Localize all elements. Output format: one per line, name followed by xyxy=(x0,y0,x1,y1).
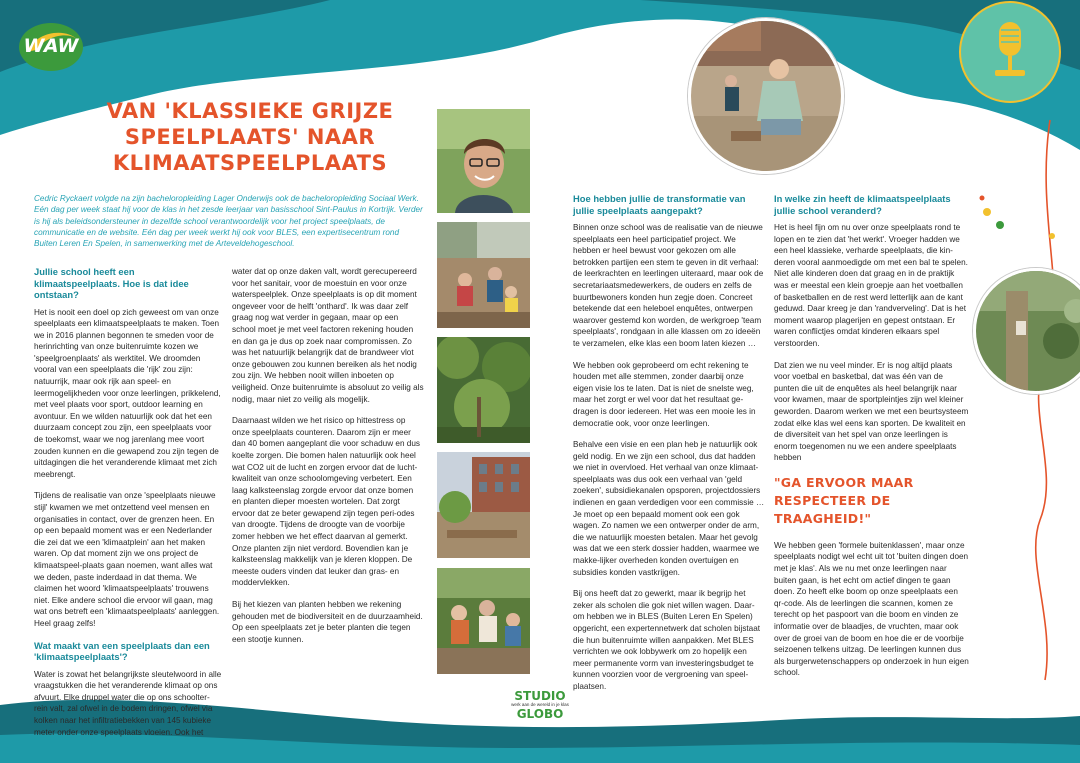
waw-logo xyxy=(18,22,84,72)
pull-quote: "GA ERVOOR MAAR RESPECTEER DE TRAAGHEID!" xyxy=(774,474,914,526)
photo-building-garden xyxy=(437,452,530,558)
article-title: VAN 'KLASSIEKE GRIJZE SPEELPLAATS' NAAR KLIMAATSPEELPLAATS xyxy=(106,99,394,175)
paragraph: Daarnaast wilden we het risico op hittestress op onze speelplaats counteren. Daarom zijn er meer dan 40 bomen aangeplant die voor schaduw en dus koelte zorgen. Die bomen halen natuurlijk ook heel wat CO2 uit de lucht en zorgen ervoor dat de lucht-kwaliteit van onze schoolomgeving verbetert. Een laag kalksteenslag zorgde ervoor dat onze bomen en planten dieper moesten wortelen. Dat zorgt ervoor dat ze beter gewapend zijn tegen peri-odes van droogte. Tijdens de droogte van de voorbije zomer hebben we het effect daarvan al gemerkt. Onze planten zijn niet verdord. Bovendien kan je kalksteenslag makkelijk van je kleren kloppen. De meeste ouders vinden dat leuker dan gras- en moddervlekken. xyxy=(232,416,420,588)
question-2: Wat maakt van een speelplaats dan een 'klimaatspeelplaats'? xyxy=(34,639,210,663)
paragraph: Bij het kiezen van planten hebben we rekening gehouden met de biodiversiteit en de duurzaamheid. Op een speelplaats zet je beter planten die tegen een stootje kunnen. xyxy=(232,600,423,644)
studio-globo-tagline: werk aan de wereld in je klas xyxy=(511,702,569,707)
question-4: In welke zin heeft de klimaatspeelplaats jullie school veranderd? xyxy=(774,193,951,216)
question-1: Jullie school heeft een klimaatspeelplaats. Hoe is dat idee ontstaan? xyxy=(34,266,189,300)
waw-logo-text: WAW xyxy=(23,35,79,57)
paragraph: Water is zowat het belangrijkste sleutelwoord in alle vraagstukken die het veranderende klimaat op ons afvuurt. Elke druppel water die op ons schoolter-rein valt, zal ofwel in de bodem dringen, ofwel via kolken naar het infiltratiebekken van 145 kubieke meter onder onze speelplaats vloeien. Ook het xyxy=(34,669,222,737)
studio-globo-logo xyxy=(478,690,602,740)
studio-globo-logo-bottom: GLOBO xyxy=(516,707,564,721)
paragraph: Het is heel fijn om nu over onze speelplaats rond te lopen en te zien dat 'het werkt'. Vroeger hadden we een heel klassieke, verharde speelplaats, die kin-deren vooral aanmoedigde om met een bal te spelen. Niet alle kinderen doen dat graag en in de praktijk was er meestal een klein groepje aan het voetballen of basketballen en de rest werd letterlijk aan de kant geduwd. Daar kreeg je dan 'randverveling'. Dat is het moment waarop plagerijen en gepest ontstaan. Er waren conflictjes omdat kinderen elkaars spel verstoorden. xyxy=(774,223,968,348)
dot-orange xyxy=(980,196,985,201)
photo-child-building-circle xyxy=(688,18,844,174)
paragraph: Tijdens de realisatie van onze 'speelplaats nieuwe stijl' kwamen we met ontzettend veel mensen en organisaties in contact, over de grenzen heen. En op een bepaald moment was er een Nederlander die zei dat we een 'klimaatplein' aan het maken waren. Op dat moment zijn we ons project de klimaatspeel-plaats gaan noemen, want alles wat we deden, paste inderdaad in dat thema. We claimen het woord 'klimaatspeelplaats' trouwens niet. Elke andere school die ervoor wil gaan, mag wat ons betreft een 'klimaatspeelplaats' aanleggen. Heel graag zelfs! xyxy=(34,491,220,628)
column-1 xyxy=(34,266,222,748)
photo-portrait-cedric xyxy=(437,109,530,213)
column-2 xyxy=(232,266,424,655)
paragraph: Binnen onze school was de realisatie van de nieuwe speelplaats een heel participatief project. We hebben er heel bewust voor gekozen om alle betrokken partijen een stem te geven in dit verhaal: de leerkrachten en leerlingen uiteraard, maar ook de secretariaatsmedewerkers, de ouders en zelfs de buurtbewoners konden hun zegje doen. Concreet betekende dat een heleboel enquêtes, ontwerpen waarover gestemd kon worden, de werkgroep 'team speelplaats', rondgaan in alle klassen om zo ideeën te verzamelen, elke klas een boom laten kiezen … xyxy=(573,223,764,348)
paragraph: water dat op onze daken valt, wordt gerecupereerd voor het sanitair, voor de moestuin en voor onze waterspeelplek. Onze speelplaats is op dit moment ongeveer voor de helft 'onthard'. Ik was daar zelf graag nog wat verder in gegaan, maar op een school moet je met veel factoren rekening houden en dan ga je dus op zoek naar compromissen. Zo was het natuurlijk belangrijk dat de brandweer vlot onze gebouwen zou kunnen bereiken als het nodig zou zijn. We hebben nooit willen inboeten op veiligheid. Onze buitenruimte is absoluut zo veilig als nodig, maar niet zo veilig als mogelijk. xyxy=(232,267,424,404)
paragraph: We hebben geen 'formele buitenklassen', maar onze speelplaats nodigt wel echt uit tot 'buiten dingen doen met je klas'. Als we nu met onze leerlingen naar buiten gaan, is het echt om actief dingen te gaan doen. Zo heeft elke boom op onze speelplaats een qr-code. Als de leerlingen die scannen, komen ze terecht op het paspoort van die boom en vinden ze informatie over de blaadjes, de vruchten, maar ook over de groei van de boom en hoe die er de voorbije seizoenen telkens uitzag. De leerlingen kunnen dus als burgerwetenschappers op onderzoek in hun eigen school. xyxy=(774,540,969,678)
photo-children-planting xyxy=(437,222,530,328)
paragraph: We hebben ook geprobeerd om echt rekening te houden met alle stemmen, zonder daarbij onze eigen visie los te laten. Dat is niet de snelste weg, maar het zorgt er wel voor dat het resultaat ge-dragen is door iedereen. Het was een mooie les in democratie ook, voor onze leerlingen. xyxy=(573,360,756,428)
decorative-orange-line xyxy=(1036,120,1055,680)
paragraph: Bij ons heeft dat zo gewerkt, maar ik begrijp het zeker als scholen die gok niet willen wagen. Daar-om hebben we in BLES (Buiten Leren En Spelen) opgericht, een expertennetwerk dat scholen bijstaat die hun buitenruimte willen aanpakken. Met BLES verrichten we ook lobbywerk om zo hopelijk een meer permanente vorm van investeringsbudget te kunnen voorzien voor de vergroening van speel-plaatsen. xyxy=(573,589,761,691)
column-4 xyxy=(774,193,970,689)
dot-yellow-2 xyxy=(1049,233,1055,239)
paragraph: Dat zien we nu veel minder. Er is nog altijd plaats voor voetbal en basketbal, dat was één van de punten die uit de enquêtes als heel belangrijk naar voor kwamen, maar de sportpleintjes zijn wel kleiner geworden. Daarom werken we met een beurtsysteem zodat elke klas wel eens kan sporten. De kwaliteit en de diversiteit van het spel van onze leerlingen is enorm toegenomen nu we een andere speelplaats hebben xyxy=(774,360,969,463)
paragraph: Behalve een visie en een plan heb je natuurlijk ook geld nodig. En we zijn een school, dus dat hadden we niet in overvloed. Het verhaal van onze klimaat-speelplaats was dus ook een verhaal van 'geld zoeken', subsidiekanalen opsporen, projectdossiers indienen en gaan verdedigen voor een commissie … Je moet op een bepaald moment ook een gok wagen. Zo namen we een ontwerper onder de arm, die we natuurlijk moesten betalen. Maar het gevolg was dat we een sterk dossier hadden, waarmee we makke-lijker overheden konden overtuigen en subsidies konden vastkrijgen. xyxy=(573,440,765,577)
article-intro: Cedric Ryckaert volgde na zijn bacheloropleiding Lager Onderwijs ook de bacheloropleiding Sociaal Werk. Eén dag per week staat hij voor de klas in het zesde leerjaar van basisschool Sint-Paulus in Kortrijk. Verder is hij als beleidsondersteuner in dezelfde school verantwoordelijk voor het project speelplaats, de communicatie en de website. Eén dag per week werkt hij ook voor BLES, een expertisecentrum rond Buiten Leren En Spelen, in samenwerking met de Arteveldehogeschool. xyxy=(34,194,423,249)
column-3 xyxy=(573,193,765,703)
photo-greenery xyxy=(437,337,530,443)
paragraph: Het is nooit een doel op zich geweest om van onze speelplaats een klimaatspeelplaats te maken. Toen we in 2016 plannen begonnen te smeden voor de herinrichting van onze buitenruimte kozen we 'speelgroenplaats' als werktitel. We droomden vooral van een speelplaats die 'rijk' zou zijn: natuurrijk, maar ook rijk aan speel- en leermogelijkheden voor onze leerlingen, prikkelend, met veel plaats voor sport, outdoor learning en avontuur. En we wilden natuurlijk ook dat het een duurzaam concept zou zijn, een speelplaats voor de toekomst, waar we nog jarenlang mee voort zouden kunnen en die gewapend zou zijn tegen de uitdagingen die het veranderende klimaat met zich meebrengt. xyxy=(34,307,221,479)
studio-globo-logo-top: STUDIO xyxy=(514,689,566,703)
photo-children-outdoor-activity xyxy=(437,568,530,674)
dot-yellow xyxy=(983,208,991,216)
question-3: Hoe hebben jullie de transformatie van jullie speelplaats aangepakt? xyxy=(573,193,746,216)
dot-green xyxy=(996,221,1004,229)
podcast-badge xyxy=(955,0,1065,112)
